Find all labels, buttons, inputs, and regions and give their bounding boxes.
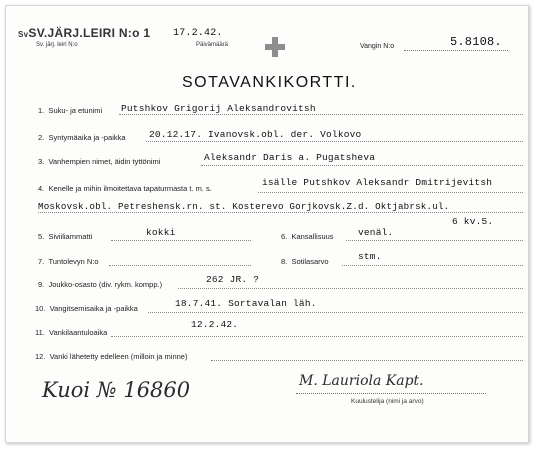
field-8-value: stm. <box>358 251 382 262</box>
field-4-label: 4. Kenelle ja mihin ilmoitettava tapaturmasta t. m. s. <box>38 184 212 193</box>
field-9-value: 262 JR. ? <box>206 274 260 285</box>
field-5-label: 5. Siviiliammatti <box>38 232 93 241</box>
card-title: SOTAVANKIKORTTI. <box>182 74 357 91</box>
camp-stamp-prefix: Sv <box>18 30 29 39</box>
camp-label: Sv. järj. leiri N:o <box>36 42 78 48</box>
field-4-value-line-2: Moskovsk.obl. Petreshensk.rn. st. Kosterevo Gorjkovsk.Z.d. Oktjabrsk.ul. <box>38 201 450 212</box>
handwritten-register-number: Kuoi № 16860 <box>42 378 191 402</box>
field-11-value: 12.2.42. <box>191 319 239 330</box>
prisoner-number-label: Vangin N:o <box>360 43 395 50</box>
camp-stamp-text: SV.JÄRJ.LEIRI N:o 1 <box>28 26 151 40</box>
field-4-value-line-1: isälle Putshkov Aleksandr Dmitrijevitsh <box>262 177 493 188</box>
field-8-label: 8. Sotilasarvo <box>281 257 329 266</box>
date-label: Päivämäärä <box>196 42 229 48</box>
field-2-label: 2. Syntymäaika ja -paikka <box>38 133 126 142</box>
field-11-label: 11. Vankilaantuloaika <box>35 328 108 337</box>
field-1-label: 1. Suku- ja etunimi <box>38 106 103 115</box>
field-7-label: 7. Tuntolevyn N:o <box>38 257 99 266</box>
field-6-label: 6. Kansallisuus <box>281 232 334 241</box>
field-3-label: 3. Vanhempien nimet, äidin tyttönimi <box>38 157 161 166</box>
field-9-label: 9. Joukko-osasto (div. rykm. kompp.) <box>38 280 163 289</box>
field-4-value-line-3: 6 kv.5. <box>452 216 494 227</box>
prisoner-of-war-card <box>5 5 529 443</box>
interrogator-signature: M. Lauriola Kapt. <box>299 373 424 389</box>
field-1-value: Putshkov Grigorij Aleksandrovitsh <box>121 103 316 114</box>
field-6-value: venäl. <box>358 227 394 238</box>
field-12-label: 12. Vanki lähetetty edelleen (milloin ja minne) <box>35 352 188 361</box>
camp-stamp <box>18 26 150 40</box>
date-value: 17.2.42. <box>173 28 223 39</box>
red-cross-icon <box>265 37 285 57</box>
prisoner-number-value: 5.8108. <box>450 35 502 49</box>
field-5-value: kokki <box>146 227 176 238</box>
signer-label: Kuulustelija (nimi ja arvo) <box>351 398 424 405</box>
field-10-label: 10. Vangitsemisaika ja -paikka <box>35 304 138 313</box>
field-3-value: Aleksandr Daris a. Pugatsheva <box>204 152 376 163</box>
field-2-value: 20.12.17. Ivanovsk.obl. der. Volkovo <box>149 129 362 140</box>
field-10-value: 18.7.41. Sortavalan läh. <box>175 298 317 309</box>
